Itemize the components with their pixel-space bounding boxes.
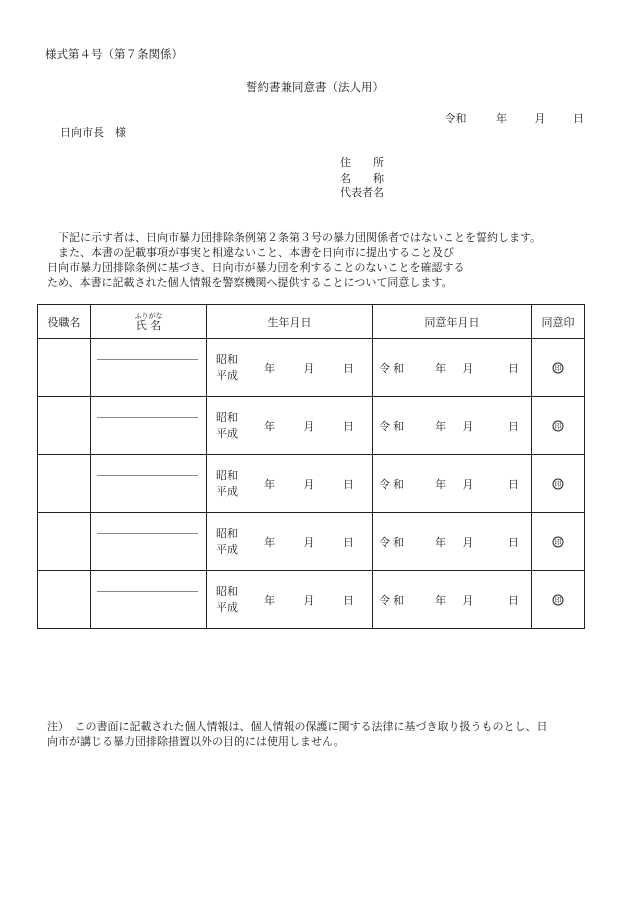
birth-month: 月: [303, 593, 315, 607]
birth-era-showa: 昭和: [216, 410, 238, 424]
position-cell[interactable]: [38, 513, 91, 571]
consent-year: 年: [435, 419, 447, 433]
furigana-divider: [97, 533, 198, 534]
seal-cell[interactable]: [532, 455, 585, 513]
sender-address-label: 住所: [340, 156, 384, 169]
consent-era: 令和: [379, 535, 407, 549]
date-day: 日: [573, 112, 584, 125]
header-birth-date: 生年月日: [207, 305, 373, 339]
birth-date-cell[interactable]: [207, 339, 373, 397]
consent-month: 月: [462, 477, 474, 491]
birth-era-showa: 昭和: [216, 468, 238, 482]
consent-year: 年: [435, 535, 447, 549]
consent-date-cell[interactable]: [373, 513, 532, 571]
birth-year: 年: [264, 535, 276, 549]
seal-cell[interactable]: [532, 397, 585, 455]
seal-icon: [552, 362, 564, 374]
birth-era-heisei: 平成: [216, 484, 238, 498]
date-line: [445, 110, 585, 126]
birth-month: 月: [303, 419, 315, 433]
pledge-text: 下記に示す者は、日向市暴力団排除条例第２条第３号の暴力団関係者ではないことを誓約します。 また、本書の記載事項が事実と相違ないこと、本書を日向市に提出すること及び 日向市暴力団排除条例に基づき、日向市が暴力団を利することのないことを確認する ため、本書に記載された個人情報を警察機関へ提供することについて同意します。: [47, 231, 542, 289]
table-row: [38, 571, 585, 629]
birth-day: 日: [342, 419, 354, 433]
birth-era-showa: 昭和: [216, 526, 238, 540]
name-cell[interactable]: [91, 513, 207, 571]
svg-text:印: 印: [554, 538, 562, 547]
birth-date-cell[interactable]: [207, 455, 373, 513]
form-number: 様式第４号（第７条関係）: [45, 47, 183, 61]
birth-month: 月: [303, 477, 315, 491]
header-position: 役職名: [38, 305, 91, 339]
birth-month: 月: [303, 535, 315, 549]
table-row: [38, 455, 585, 513]
birth-era-showa: 昭和: [216, 352, 238, 366]
birth-era-heisei: 平成: [216, 600, 238, 614]
consent-day: 日: [507, 361, 519, 375]
birth-date-cell[interactable]: [207, 513, 373, 571]
consent-month: 月: [462, 361, 474, 375]
header-name: [91, 305, 207, 339]
seal-icon: [552, 536, 564, 548]
seal-icon: [552, 594, 564, 606]
seal-cell[interactable]: [532, 339, 585, 397]
document-title: 誓約書兼同意書（法人用）: [246, 80, 384, 94]
header-consent-date: 同意年月日: [373, 305, 532, 339]
consent-date-cell[interactable]: [373, 397, 532, 455]
name-cell[interactable]: [91, 455, 207, 513]
birth-day: 日: [342, 361, 354, 375]
consent-year: 年: [435, 477, 447, 491]
date-era: 令和: [444, 112, 467, 125]
birth-date-cell[interactable]: [207, 571, 373, 629]
consent-date-cell[interactable]: [373, 571, 532, 629]
header-furigana: ふりがな: [134, 311, 163, 320]
name-cell[interactable]: [91, 397, 207, 455]
birth-year: 年: [264, 477, 276, 491]
svg-text:印: 印: [554, 364, 562, 373]
header-name-label: 氏 名: [135, 318, 162, 332]
furigana-divider: [97, 359, 198, 360]
consent-month: 月: [462, 593, 474, 607]
seal-icon: [552, 478, 564, 490]
position-cell[interactable]: [38, 339, 91, 397]
position-cell[interactable]: [38, 397, 91, 455]
birth-year: 年: [264, 361, 276, 375]
name-cell[interactable]: [91, 339, 207, 397]
consent-table: [37, 304, 585, 629]
consent-month: 月: [462, 535, 474, 549]
consent-era: 令和: [379, 477, 407, 491]
consent-day: 日: [507, 419, 519, 433]
table-header-row: [38, 305, 585, 339]
birth-era-heisei: 平成: [216, 368, 238, 382]
seal-icon: [552, 420, 564, 432]
consent-day: 日: [507, 535, 519, 549]
consent-date-cell[interactable]: [373, 455, 532, 513]
consent-era: 令和: [379, 593, 407, 607]
consent-day: 日: [507, 593, 519, 607]
svg-text:印: 印: [554, 480, 562, 489]
sender-name-label: 名称: [340, 172, 384, 185]
date-month: 月: [534, 112, 546, 125]
furigana-divider: [97, 417, 198, 418]
furigana-divider: [97, 475, 198, 476]
consent-era: 令和: [379, 419, 407, 433]
birth-date-cell[interactable]: [207, 397, 373, 455]
birth-era-heisei: 平成: [216, 542, 238, 556]
svg-text:印: 印: [554, 422, 562, 431]
header-seal: 同意印: [532, 305, 585, 339]
birth-day: 日: [342, 535, 354, 549]
date-year: 年: [496, 112, 507, 125]
birth-day: 日: [342, 477, 354, 491]
consent-day: 日: [507, 477, 519, 491]
birth-era-heisei: 平成: [216, 426, 238, 440]
name-cell[interactable]: [91, 571, 207, 629]
position-cell[interactable]: [38, 571, 91, 629]
birth-month: 月: [303, 361, 315, 375]
addressee: 日向市長 様: [60, 126, 126, 139]
birth-era-showa: 昭和: [216, 584, 238, 598]
birth-year: 年: [264, 419, 276, 433]
furigana-divider: [97, 591, 198, 592]
table-row: [38, 339, 585, 397]
table-body: [38, 339, 585, 629]
table-row: [38, 397, 585, 455]
position-cell[interactable]: [38, 455, 91, 513]
birth-day: 日: [342, 593, 354, 607]
consent-year: 年: [435, 361, 447, 375]
seal-cell[interactable]: [532, 513, 585, 571]
sender-representative-label: 代表者名: [340, 186, 384, 199]
consent-month: 月: [462, 419, 474, 433]
consent-year: 年: [435, 593, 447, 607]
svg-text:印: 印: [554, 596, 562, 605]
consent-date-cell[interactable]: [373, 339, 532, 397]
seal-cell[interactable]: [532, 571, 585, 629]
birth-year: 年: [264, 593, 276, 607]
footnote: 注） この書面に記載された個人情報は、個人情報の保護に関する法律に基づき取り扱うものとし、日 向市が講じる暴力団排除措置以外の目的には使用しません。: [47, 720, 548, 748]
table-row: [38, 513, 585, 571]
consent-era: 令和: [379, 361, 407, 375]
